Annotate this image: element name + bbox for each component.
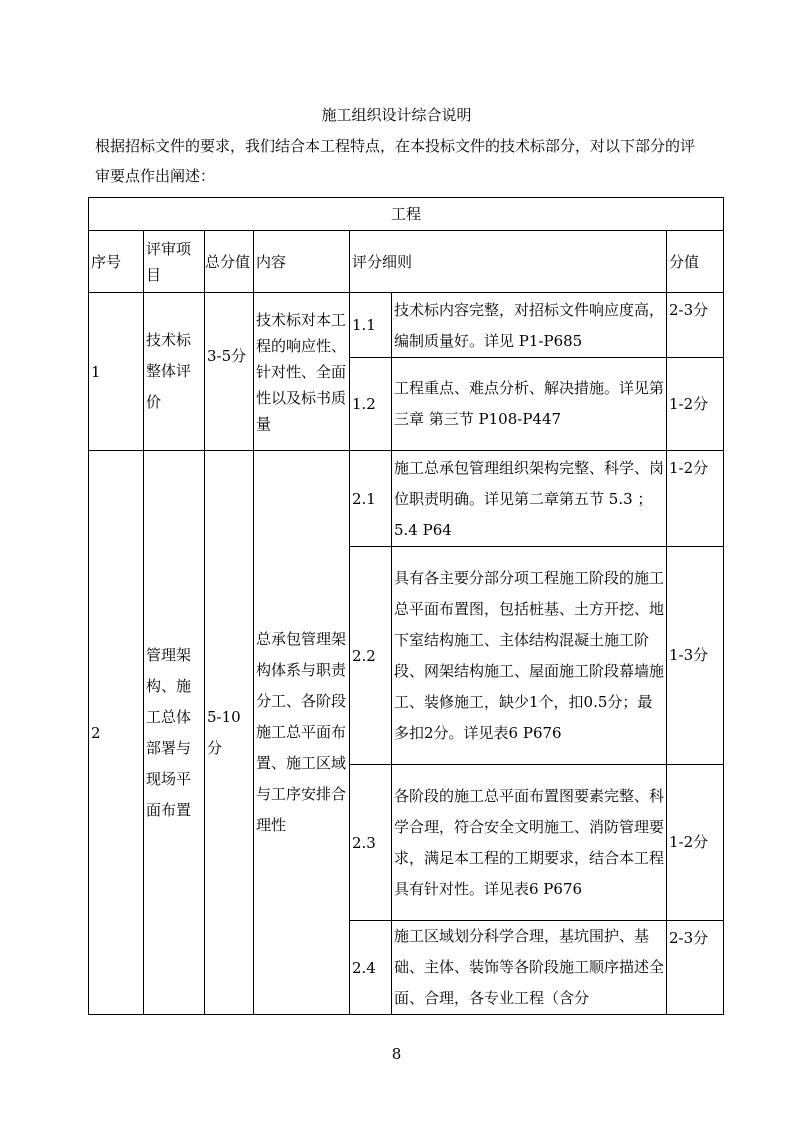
group-total: 3-5分 [205, 293, 254, 451]
rule-text: 施工区域划分科学合理，基坑围护、基础、主体、装饰等各阶段施工顺序描述全面、合理，各专业工程（含分 [392, 921, 667, 1015]
page-title: 施工组织设计综合说明 [321, 106, 472, 124]
group-total: 5-10分 [205, 451, 254, 1015]
group-seq: 2 [89, 451, 144, 1015]
group-seq: 1 [89, 293, 144, 451]
rule-text: 各阶段的施工总平面布置图要素完整、科学合理，符合安全文明施工、消防管理要求，满足本工程的工期要求，结合本工程具有针对性。详见表6 P676 [392, 765, 667, 921]
group-content: 总承包管理架构体系与职责分工、各阶段施工总平面布置、施工区域与工序安排合理性 [254, 451, 350, 1015]
rule-number: 2.2 [350, 547, 392, 765]
header-rules: 评分细则 [350, 231, 667, 293]
rule-text: 技术标内容完整，对招标文件响应度高，编制质量好。详见 P1-P685 [392, 293, 667, 358]
page-number: 8 [391, 1045, 402, 1063]
rule-score: 1-2分 [667, 451, 724, 547]
rule-number: 2.4 [350, 921, 392, 1015]
header-seq: 序号 [89, 231, 144, 293]
header-total: 总分值 [205, 231, 254, 293]
rule-score: 1-2分 [667, 358, 724, 451]
rule-number: 1.2 [350, 358, 392, 451]
rule-score: 1-3分 [667, 547, 724, 765]
rule-number: 1.1 [350, 293, 392, 358]
group-item: 技术标整体评价 [144, 293, 205, 451]
rule-score: 2-3分 [667, 921, 724, 1015]
header-content: 内容 [254, 231, 350, 293]
rule-score: 1-2分 [667, 765, 724, 921]
group-content: 技术标对本工程的响应性、针对性、全面性以及标书质量 [254, 293, 350, 451]
table-caption: 工程 [89, 198, 724, 231]
rule-score: 2-3分 [667, 293, 724, 358]
group-item: 管理架构、施工总体部署与现场平面布置 [144, 451, 205, 1015]
evaluation-table [88, 197, 724, 1015]
header-score: 分值 [667, 231, 724, 293]
rule-text: 工程重点、难点分析、解决措施。详见第三章 第三节 P108-P447 [392, 358, 667, 451]
header-item: 评审项目 [144, 231, 205, 293]
rule-text: 施工总承包管理组织架构完整、科学、岗位职责明确。详见第二章第五节 5.3 ；5.4 P64 [392, 451, 667, 547]
rule-number: 2.3 [350, 765, 392, 921]
intro-paragraph: 根据招标文件的要求，我们结合本工程特点，在本投标文件的技术标部分，对以下部分的评审要点作出阐述： [95, 137, 696, 185]
rule-text: 具有各主要分部分项工程施工阶段的施工总平面布置图，包括桩基、土方开挖、地下室结构施工、主体结构混凝土施工阶段、网架结构施工、屋面施工阶段幕墙施工、装修施工，缺少1个，扣0.5分；最多扣2分。详见表6 P676 [392, 547, 667, 765]
rule-number: 2.1 [350, 451, 392, 547]
